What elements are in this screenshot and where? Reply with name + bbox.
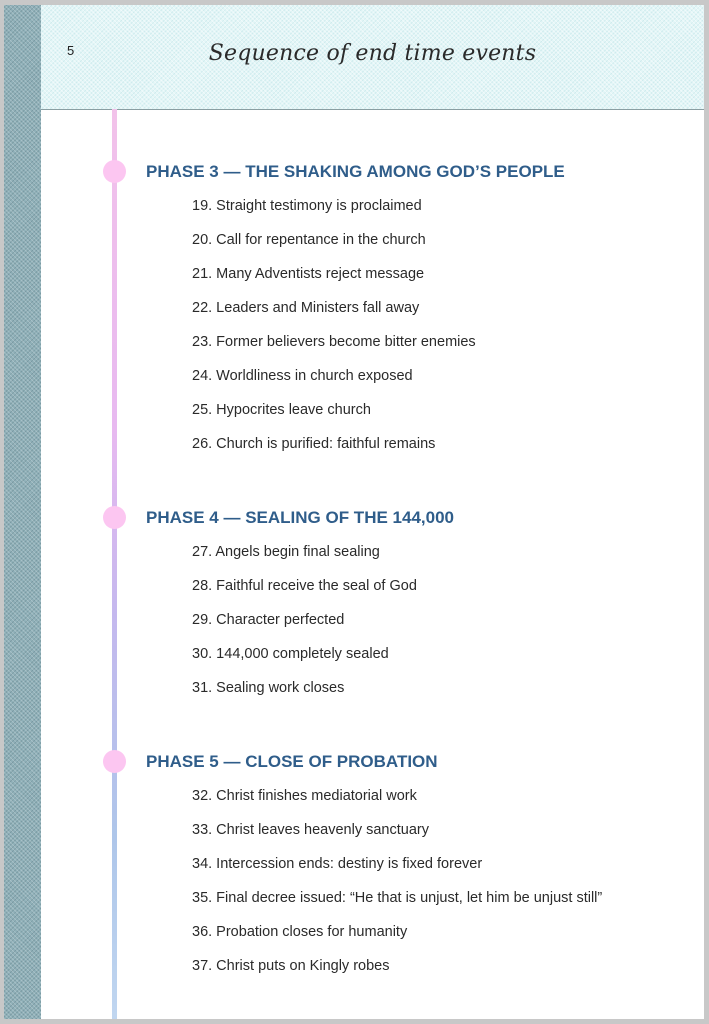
list-item: 34. Intercession ends: destiny is fixed forever [192,856,483,872]
list-item: 20. Call for repentance in the church [192,232,426,248]
list-item: 32. Christ finishes mediatorial work [192,788,417,804]
phase-item-list [192,544,417,714]
timeline-dot [103,750,126,773]
list-item: 33. Christ leaves heavenly sanctuary [192,822,429,838]
page-number: 5 [67,43,75,58]
phase-heading: PHASE 3 — THE SHAKING AMONG GOD’S PEOPLE [146,162,565,181]
timeline-line [112,109,117,1019]
list-item: 29. Character perfected [192,612,345,628]
list-item: 36. Probation closes for humanity [192,924,408,940]
side-decorative-band [4,5,41,1019]
document-page [4,5,704,1019]
list-item: 24. Worldliness in church exposed [192,368,413,384]
list-item: 27. Angels begin final sealing [192,544,380,560]
page-header [41,5,704,110]
phase-heading: PHASE 4 — SEALING OF THE 144,000 [146,508,454,527]
list-item: 23. Former believers become bitter enemies [192,334,476,350]
list-item: 22. Leaders and Ministers fall away [192,300,420,316]
phase-item-list [192,198,476,470]
list-item: 21. Many Adventists reject message [192,266,425,282]
list-item: 19. Straight testimony is proclaimed [192,198,422,214]
list-item: 30. 144,000 completely sealed [192,646,389,662]
phase-heading: PHASE 5 — CLOSE OF PROBATION [146,752,438,771]
list-item: 37. Christ puts on Kingly robes [192,958,390,974]
list-item: 31. Sealing work closes [192,680,345,696]
list-item: 28. Faithful receive the seal of God [192,578,417,594]
list-item: 26. Church is purified: faithful remains [192,436,436,452]
timeline-dot [103,506,126,529]
list-item: 35. Final decree issued: “He that is unjust, let him be unjust still” [192,890,603,906]
phase-item-list [192,788,602,992]
list-item: 25. Hypocrites leave church [192,402,371,418]
page-title: Sequence of end time events [208,41,537,66]
timeline-dot [103,160,126,183]
